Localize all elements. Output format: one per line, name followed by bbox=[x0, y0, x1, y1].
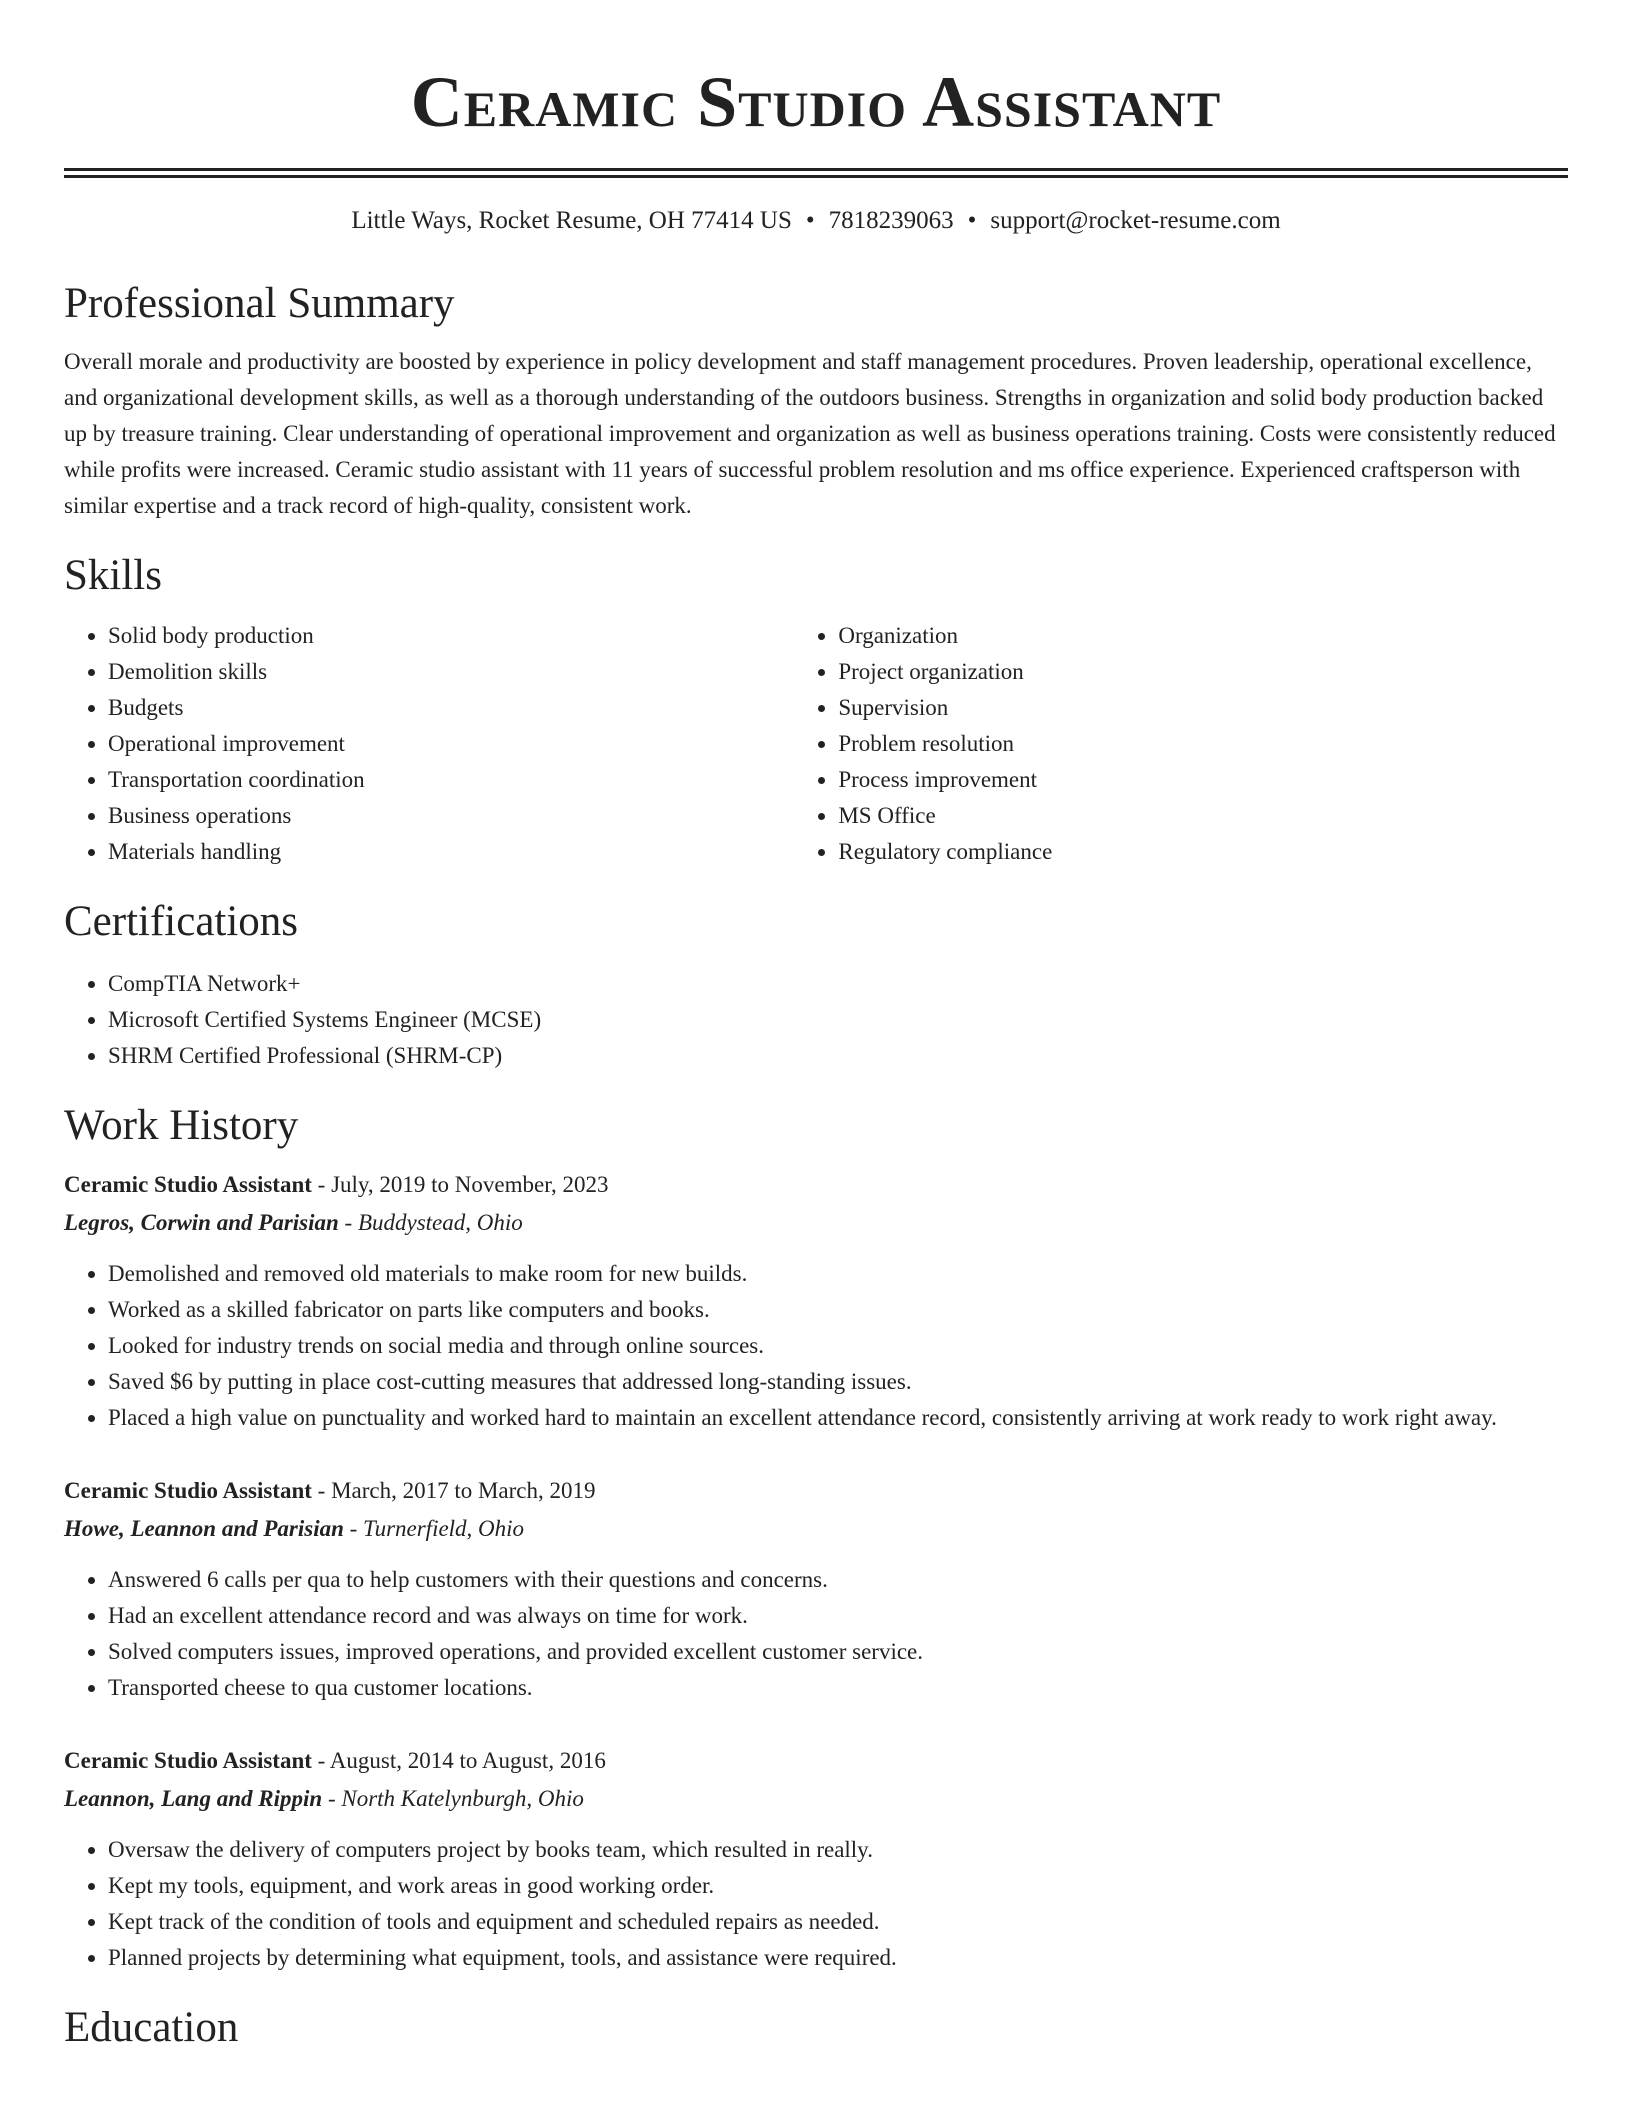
skill-item: • Solid body production bbox=[108, 618, 794, 654]
job-dates: - July, 2019 to November, 2023 bbox=[311, 1172, 609, 1197]
job-title-line bbox=[64, 1472, 1568, 1510]
job-company: Legros, Corwin and Parisian bbox=[64, 1210, 339, 1235]
resume-name: Ceramic Studio Assistant bbox=[410, 62, 1222, 142]
job-bullet: • Planned projects by determining what equipment, tools, and assistance were required. bbox=[108, 1940, 1568, 1976]
skills-list bbox=[64, 618, 1568, 870]
job-bullet: • Worked as a skilled fabricator on parts like computers and books. bbox=[108, 1292, 1568, 1328]
skill-item: • Project organization bbox=[838, 654, 1568, 690]
certification-item: • Microsoft Certified Systems Engineer (MCSE) bbox=[108, 1002, 1568, 1038]
job-entry bbox=[64, 1166, 1568, 1436]
job-company-line bbox=[64, 1510, 1568, 1548]
job-company: Leannon, Lang and Rippin bbox=[64, 1786, 323, 1811]
contact-phone: 7818239063 bbox=[828, 207, 954, 234]
skill-item: • Process improvement bbox=[838, 762, 1568, 798]
job-location: - Buddystead, Ohio bbox=[338, 1210, 523, 1235]
job-bullet: • Answered 6 calls per qua to help customers with their questions and concerns. bbox=[108, 1562, 1568, 1598]
skill-item: • Problem resolution bbox=[838, 726, 1568, 762]
job-company-line bbox=[64, 1204, 1568, 1242]
skills-column-right bbox=[794, 618, 1568, 870]
job-title: Ceramic Studio Assistant bbox=[64, 1748, 312, 1773]
job-bullet: • Solved computers issues, improved operations, and provided excellent customer service. bbox=[108, 1634, 1568, 1670]
job-bullet: • Oversaw the delivery of computers project by books team, which resulted in really. bbox=[108, 1832, 1568, 1868]
contact-email: support@rocket-resume.com bbox=[990, 207, 1281, 234]
job-title-line bbox=[64, 1742, 1568, 1780]
job-bullet: • Looked for industry trends on social media and through online sources. bbox=[108, 1328, 1568, 1364]
skill-item: • Regulatory compliance bbox=[838, 834, 1568, 870]
job-bullets bbox=[64, 1832, 1568, 1976]
job-dates: - March, 2017 to March, 2019 bbox=[311, 1478, 596, 1503]
skill-item: • Demolition skills bbox=[108, 654, 794, 690]
contact-separator: • bbox=[967, 207, 977, 234]
job-bullet: • Kept track of the condition of tools and equipment and scheduled repairs as needed. bbox=[108, 1904, 1568, 1940]
job-company-line bbox=[64, 1780, 1568, 1818]
skill-item: • Materials handling bbox=[108, 834, 794, 870]
job-bullet: • Demolished and removed old materials to make room for new builds. bbox=[108, 1256, 1568, 1292]
job-title: Ceramic Studio Assistant bbox=[64, 1478, 312, 1503]
contact-address: Little Ways, Rocket Resume, OH 77414 US bbox=[351, 207, 792, 234]
job-bullet: • Transported cheese to qua customer locations. bbox=[108, 1670, 1568, 1706]
job-bullet: • Placed a high value on punctuality and worked hard to maintain an excellent attendance record, consistently arriving at work ready to work right away. bbox=[108, 1400, 1568, 1436]
contact-line bbox=[64, 204, 1568, 238]
job-bullets bbox=[64, 1256, 1568, 1436]
certifications-list bbox=[64, 966, 1568, 1074]
skill-item: • Business operations bbox=[108, 798, 794, 834]
job-company: Howe, Leannon and Parisian bbox=[64, 1516, 344, 1541]
resume-page bbox=[64, 0, 1568, 2054]
job-dates: - August, 2014 to August, 2016 bbox=[311, 1748, 606, 1773]
skill-item: • Transportation coordination bbox=[108, 762, 794, 798]
job-bullet: • Saved $6 by putting in place cost-cutting measures that addressed long-standing issues. bbox=[108, 1364, 1568, 1400]
summary-heading: Professional Summary bbox=[64, 280, 455, 327]
header-divider bbox=[64, 168, 1568, 178]
job-title-line bbox=[64, 1166, 1568, 1204]
job-entry bbox=[64, 1472, 1568, 1706]
skills-column-left bbox=[64, 618, 794, 870]
job-title: Ceramic Studio Assistant bbox=[64, 1172, 312, 1197]
job-location: - Turnerfield, Ohio bbox=[343, 1516, 525, 1541]
skill-item: • Organization bbox=[838, 618, 1568, 654]
certification-item: • SHRM Certified Professional (SHRM-CP) bbox=[108, 1038, 1568, 1074]
certification-item: • CompTIA Network+ bbox=[108, 966, 1568, 1002]
skill-item: • Budgets bbox=[108, 690, 794, 726]
contact-separator: • bbox=[805, 207, 815, 234]
job-bullets bbox=[64, 1562, 1568, 1706]
skill-item: • Supervision bbox=[838, 690, 1568, 726]
skill-item: • MS Office bbox=[838, 798, 1568, 834]
job-bullet: • Had an excellent attendance record and was always on time for work. bbox=[108, 1598, 1568, 1634]
work-history-heading: Work History bbox=[64, 1102, 299, 1149]
job-location: - North Katelynburgh, Ohio bbox=[322, 1786, 584, 1811]
summary-text: Overall morale and productivity are boosted by experience in policy development and staff management procedures. Proven leadership, operational excellence, and organizational development skills, as well as a thorough understanding of the outdoors business. Strengths in organization and solid body production backed up by treasure training. Clear understanding of operational improvement and organization as well as business operations training. Costs were consistently reduced while profits were increased. Ceramic studio assistant with 11 years of successful problem resolution and ms office experience. Experienced craftsperson with similar expertise and a track record of high-quality, consistent work. bbox=[64, 349, 1556, 518]
skill-item: • Operational improvement bbox=[108, 726, 794, 762]
job-bullet: • Kept my tools, equipment, and work areas in good working order. bbox=[108, 1868, 1568, 1904]
education-heading: Education bbox=[64, 2004, 239, 2051]
certifications-heading: Certifications bbox=[64, 898, 299, 945]
job-entry bbox=[64, 1742, 1568, 1976]
skills-heading: Skills bbox=[64, 552, 162, 599]
